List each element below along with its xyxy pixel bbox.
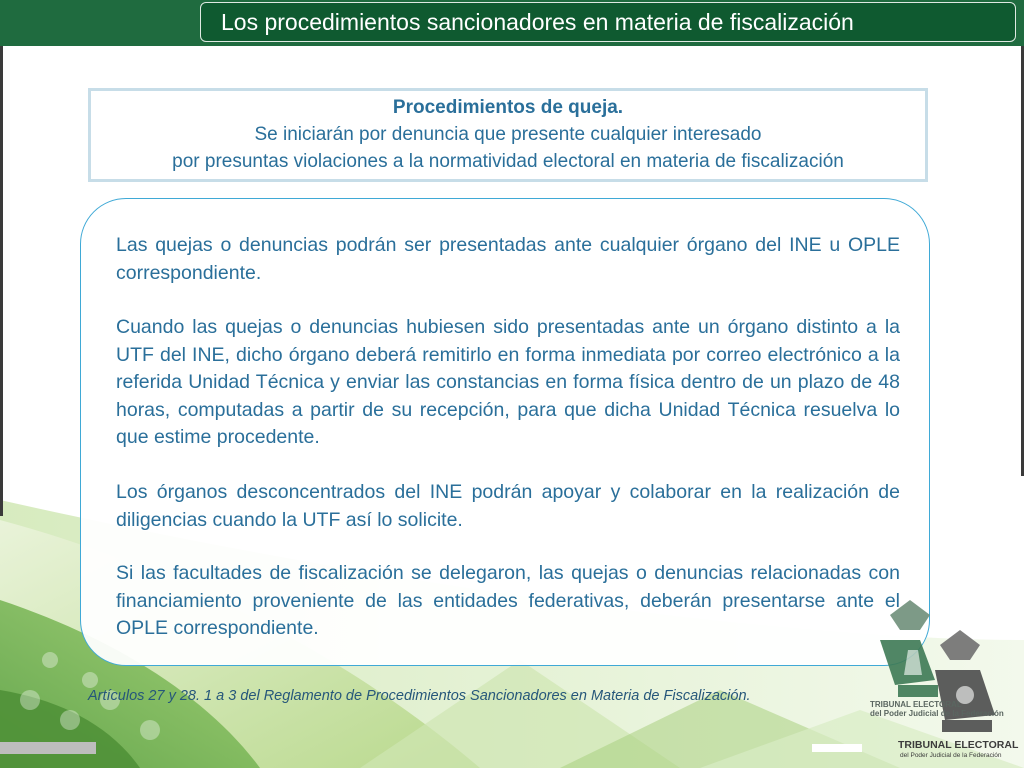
procedure-header-line-2: por presuntas violaciones a la normatividad electoral en materia de fiscalización xyxy=(172,151,844,172)
procedure-header-line-1: Se iniciarán por denuncia que presente cualquier interesado xyxy=(254,124,762,145)
logo-overlay-text: TRIBUNAL ELECTORAL del Poder Judicial de la Federación xyxy=(870,700,1004,718)
logo-name: TRIBUNAL ELECTORAL xyxy=(898,739,1019,751)
procedure-header-title: Procedimientos de queja. xyxy=(392,97,624,118)
slide-title: Los procedimientos sancionadores en materia de fiscalización xyxy=(200,2,1016,42)
scales-of-justice-logo-icon xyxy=(860,590,1020,760)
paragraph-3: Los órganos desconcentrados del INE podrán apoyar y colaborar en la realización de diligencias cuando la UTF así lo solicite. xyxy=(116,481,900,531)
logo-subtitle: del Poder Judicial de la Federación xyxy=(900,752,1002,759)
paragraph-4: Si las facultades de fiscalización se delegaron, las quejas o denuncias relacionadas con financiamiento proveniente de las entidades federativas, deberán presentarse ante el OPLE correspondiente. xyxy=(116,562,900,639)
paragraph-2: Cuando las quejas o denuncias hubiesen sido presentadas ante un órgano distinto a la UTF del INE, dicho órgano deberá remitirlo en forma inmediata por correo electrónico a la referida Unidad Técnica y enviar las constancias en forma física dentro de un plazo de 48 horas, computadas a partir de su recepción, para que dicha Unidad Técnica resuelva lo que estime procedente. xyxy=(116,316,900,448)
procedure-header-box xyxy=(88,88,928,182)
slide-frame-left xyxy=(0,46,3,516)
footnote: Artículos 27 y 28. 1 a 3 del Reglamento de Procedimientos Sancionadores en Materia de Fiscalización. xyxy=(88,688,751,704)
paragraph-1: Las quejas o denuncias podrán ser presentadas ante cualquier órgano del INE u OPLE correspondiente. xyxy=(116,234,900,284)
